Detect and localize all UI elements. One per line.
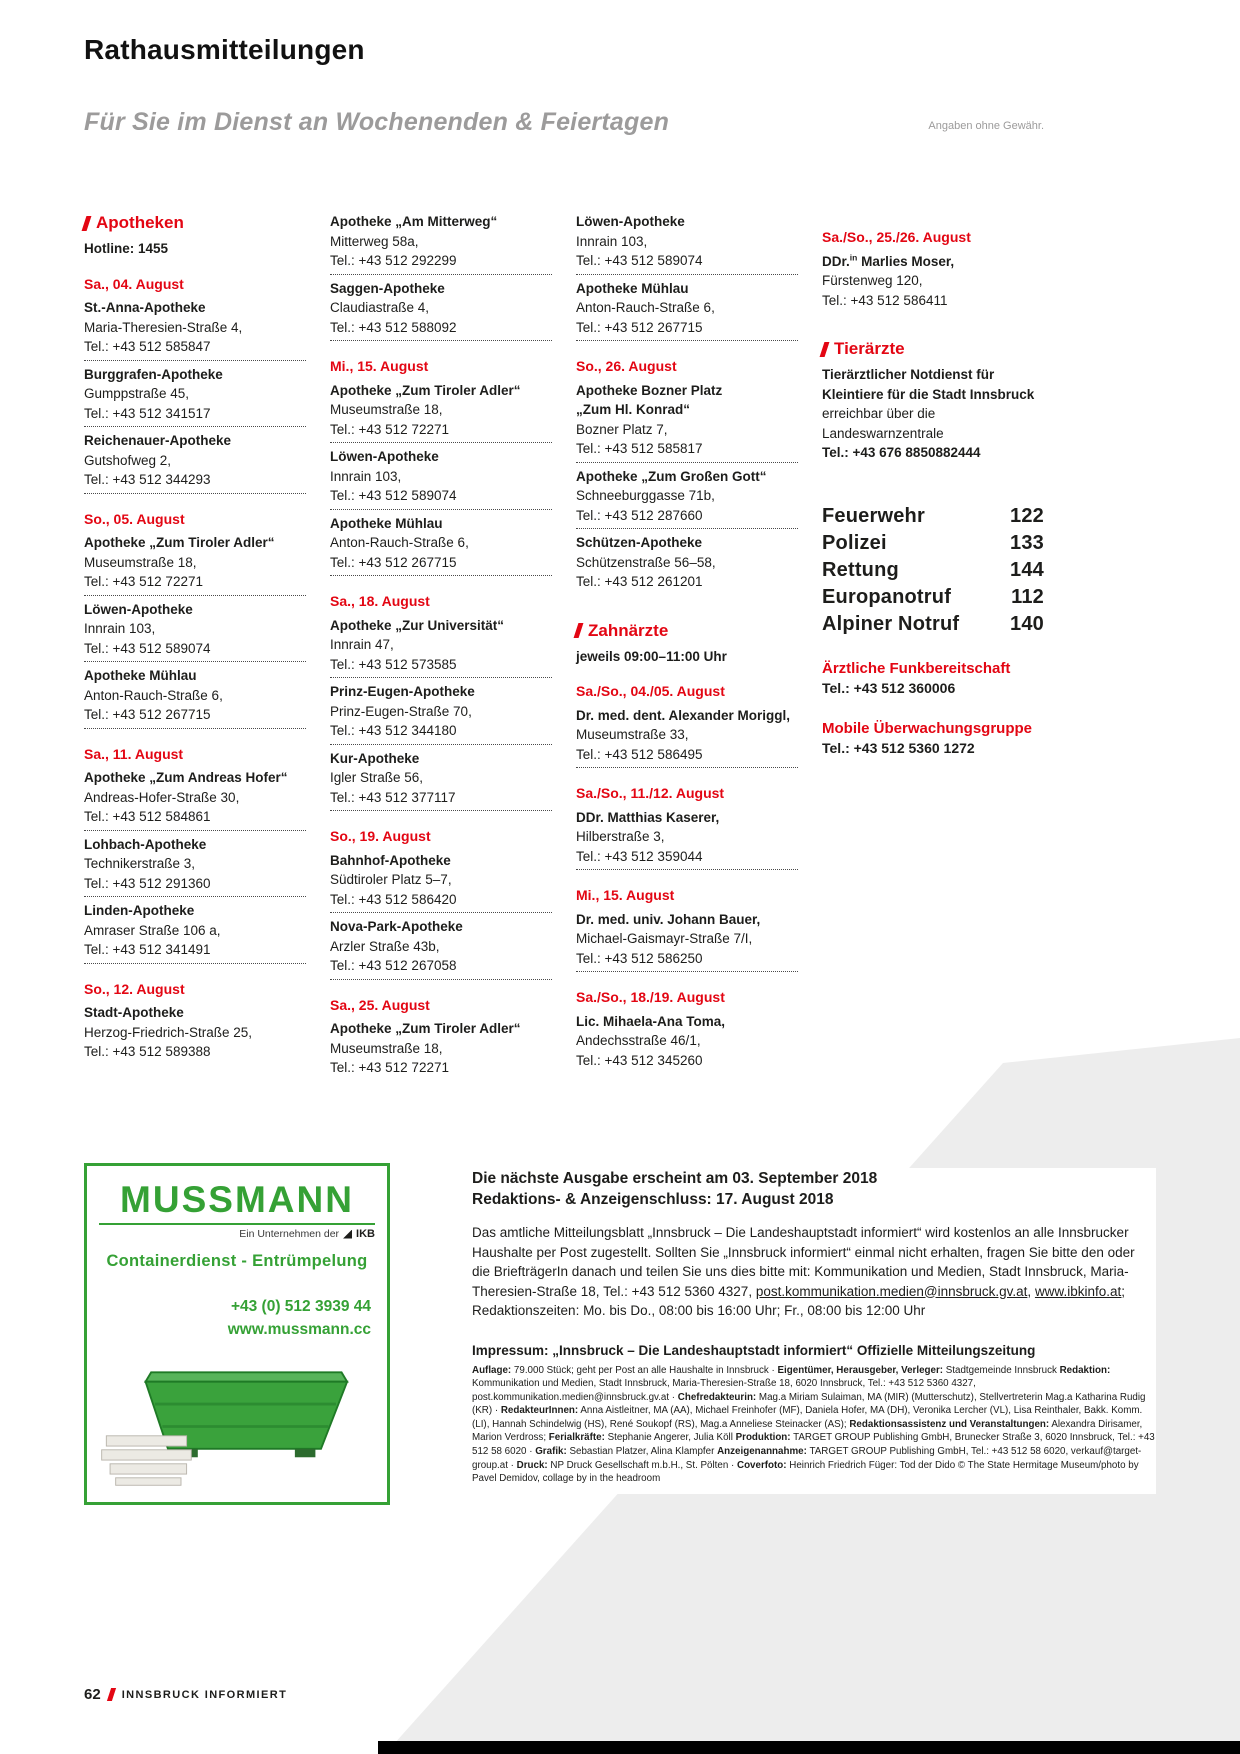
entry-phone: Tel.: +43 512 291360 <box>84 875 211 891</box>
skip-container-photo <box>97 1344 377 1494</box>
entry-name: Löwen-Apotheke <box>84 601 193 617</box>
entry-name: Löwen-Apotheke <box>576 214 685 229</box>
text-segment: Druck: <box>516 1459 548 1471</box>
duty-entry <box>330 917 552 980</box>
duty-entry <box>576 706 798 769</box>
entry-name: St.-Anna-Apotheke <box>84 300 206 315</box>
entry-name: Apotheke Mühlau <box>84 668 197 683</box>
info-paragraph <box>822 365 1044 443</box>
ad-service-line: Containerdienst - Entrümpelung <box>106 1252 368 1270</box>
duty-entry <box>84 666 306 729</box>
text-segment: Tierärztlicher Notdienst für Kleintiere für die Stadt Innsbruck <box>822 367 1035 402</box>
duty-date: Sa., 25. August <box>330 996 430 1013</box>
duty-entry <box>576 533 798 592</box>
entry-phone: Tel.: +43 512 586250 <box>576 950 703 966</box>
emergency-number: 122 <box>1010 504 1044 527</box>
entry-name: Linden-Apotheke <box>84 903 195 918</box>
duty-entry <box>330 616 552 679</box>
duty-date: So., 19. August <box>330 828 431 844</box>
text-segment: Sebastian Platzer, Alina Klampfer <box>566 1446 718 1458</box>
entry-name: Schützen-Apotheke <box>576 535 703 550</box>
entry-name: Reichenauer-Apotheke <box>84 433 232 448</box>
page-title: Rathausmitteilungen <box>84 34 365 65</box>
bold-text-line: Hotline: 1455 <box>84 241 169 256</box>
entry-address: Südtiroler Platz 5–7, <box>330 872 452 887</box>
duty-entry <box>330 1019 552 1078</box>
entry-name: Nova-Park-Apotheke <box>330 919 463 934</box>
entry-name: Apotheke „Zur Universität“ <box>330 617 505 633</box>
text-segment: NP Druck Gesellschaft m.b.H., St. Pölten · <box>547 1459 737 1471</box>
entry-heading <box>576 706 798 745</box>
section-title: Tierärzte <box>834 339 905 358</box>
emergency-row <box>822 530 1044 557</box>
listing-column-1 <box>84 212 306 1078</box>
link-text: post.kommunikation.medien@innsbruck.gv.at <box>755 1283 1028 1299</box>
duty-entry <box>84 298 306 361</box>
text-segment: Das amtliche Mitteilungsblatt „Innsbruck – Die Landeshauptstadt informiert“ wird kostenlos an alle Innsbrucker Haushalte per Post zugestellt. Sollten Sie „Innsbruck informiert“ einmal nicht erhalten, fragen Sie bitte den oder die BriefträgerIn danach und teilen Sie uns dies bitte mit: Kommunikation und Medien, Stadt Innsbruck, Maria-Theresien-Straße 18, Tel.: +43 512 5360 4327, <box>472 1225 1135 1299</box>
entry-address: Gutshofweg 2, <box>84 452 172 468</box>
section-header <box>822 340 1044 358</box>
entry-phone: Tel.: +43 512 584861 <box>84 809 211 824</box>
entry-phone: Tel.: +43 512 589074 <box>84 640 211 656</box>
listing-column-3 <box>576 212 798 1078</box>
duty-date: Sa./So., 18./19. August <box>576 989 725 1005</box>
entry-phone: Tel.: +43 512 341517 <box>84 405 211 421</box>
entry-address: Hilberstraße 3, <box>576 829 665 844</box>
emergency-service: Europanotruf <box>822 585 952 608</box>
superscript: in <box>849 252 858 262</box>
entry-phone: Tel.: +43 512 586420 <box>330 891 457 907</box>
text-segment: Grafik: <box>535 1446 567 1458</box>
entry-name: Saggen-Apotheke <box>330 280 445 296</box>
section-title: Zahnärzte <box>588 620 669 640</box>
entry-phone: Tel.: +43 512 72271 <box>330 421 449 437</box>
duty-entry <box>84 835 306 898</box>
duty-entry <box>576 467 798 530</box>
entry-address: Museumstraße 18, <box>84 554 197 570</box>
emergency-row <box>822 503 1044 530</box>
entry-phone: Tel.: +43 512 377117 <box>330 789 456 805</box>
text-segment: Redaktion: <box>1059 1364 1111 1376</box>
entry-phone: Tel.: +43 512 292299 <box>330 253 457 268</box>
duty-entry <box>576 910 798 973</box>
bold-text-line: Tel.: +43 512 360006 <box>822 679 956 696</box>
next-issue-paragraph <box>472 1223 1156 1321</box>
entry-address: Prinz-Eugen-Straße 70, <box>330 703 472 719</box>
duty-entry <box>84 901 306 964</box>
emergency-numbers <box>822 503 1044 638</box>
text-segment: 79.000 Stück; geht per Post an alle Haushalte in Innsbruck · <box>511 1364 778 1376</box>
entry-phone: Tel.: +43 512 72271 <box>330 1060 449 1075</box>
duty-entry <box>84 600 306 663</box>
duty-entry <box>84 365 306 428</box>
contact-heading: Ärztliche Funkbereitschaft <box>822 659 1011 677</box>
entry-phone: Tel.: +43 512 585847 <box>84 339 211 354</box>
emergency-service: Polizei <box>822 531 887 554</box>
text-segment: Anzeigenannahme: <box>717 1446 807 1458</box>
entry-phone: Tel.: +43 512 589074 <box>330 488 457 503</box>
link-text: www.ibkinfo.at; <box>1034 1283 1125 1299</box>
text-segment: Alexandra Dirisamer, Marion Verdross; <box>472 1418 1143 1444</box>
entry-phone: Tel.: +43 512 345260 <box>576 1052 703 1068</box>
entry-address: Innrain 103, <box>576 233 648 249</box>
entry-phone: Tel.: +43 512 267715 <box>576 319 703 335</box>
ikb-logo-icon <box>343 1230 352 1239</box>
duty-entry <box>576 279 798 342</box>
entry-phone: Tel.: +43 512 344293 <box>84 472 211 487</box>
entry-address: Technikerstraße 3, <box>84 856 196 871</box>
bold-text-line: Tel.: +43 676 8850882444 <box>822 445 981 460</box>
entry-name: Lohbach-Apotheke <box>84 836 207 852</box>
entry-phone: Tel.: +43 512 589074 <box>576 253 703 268</box>
duty-date: Sa./So., 25./26. August <box>822 229 971 245</box>
section-header <box>576 622 798 640</box>
entry-name: Burggrafen-Apotheke <box>84 366 223 382</box>
text-segment: erreichbar über die Landeswarnzentrale <box>822 406 944 441</box>
entry-name: Lic. Mihaela-Ana Toma, <box>576 1013 726 1029</box>
entry-address: Anton-Rauch-Straße 6, <box>576 300 715 315</box>
duty-date: Sa./So., 11./12. August <box>576 785 725 801</box>
duty-entry <box>822 252 1044 311</box>
text-segment: Ferialkräfte: <box>548 1432 605 1444</box>
text-segment: Heinrich Friedrich Füger: Tod der Dido © The State Hermitage Museum/photo by Pavel Demidov, collage by in the headroom <box>472 1459 1139 1485</box>
duty-entry <box>330 851 552 914</box>
text-segment: Redaktionszeiten: Mo. bis Do., 08:00 bis 16:00 Uhr; Fr., 08:00 bis 12:00 Uhr <box>472 1303 926 1318</box>
entry-name: DDr. Matthias Kaserer, <box>576 809 720 825</box>
duty-date: So., 05. August <box>84 510 185 527</box>
text-segment: Mag.a Miriam Sulaiman, MA (MIR) (Mutterschutz), Stellvertreterin Mag.a Katharina Rudig (KR) · <box>472 1391 1146 1417</box>
ad-subline <box>99 1228 375 1240</box>
contact-heading: Mobile Überwachungsgruppe <box>822 720 1033 737</box>
duty-listings <box>84 212 1046 1078</box>
entry-phone: Tel.: +43 512 72271 <box>84 574 203 589</box>
duty-date: Mi., 15. August <box>330 358 429 374</box>
entry-address: Amraser Straße 106 a, <box>84 922 221 938</box>
entry-phone: Tel.: +43 512 586495 <box>576 746 703 762</box>
duty-entry <box>84 768 306 831</box>
text-segment: Coverfoto: <box>737 1459 787 1471</box>
page-footer <box>84 1686 287 1703</box>
duty-entry <box>330 682 552 745</box>
entry-phone: Tel.: +43 512 287660 <box>576 507 703 523</box>
listing-column-4 <box>822 212 1044 1078</box>
duty-entry <box>576 1012 798 1071</box>
text-segment: Stephanie Angerer, Julia Köll <box>604 1432 736 1444</box>
entry-name <box>822 252 1044 272</box>
publisher-info <box>472 1168 1156 1494</box>
entry-address: Innrain 103, <box>330 468 402 484</box>
entry-address: Andreas-Hofer-Straße 30, <box>84 789 240 805</box>
entry-phone: Tel.: +43 512 585817 <box>576 441 703 456</box>
text-segment: TARGET GROUP Publishing GmbH, Brunecker Straße 3, 6020 Innsbruck, Tel.: +43 512 58 6020 · <box>472 1432 1155 1458</box>
entry-address: Innrain 47, <box>330 637 394 652</box>
section-subtitle: Für Sie im Dienst an Wochenenden & Feiertagen <box>84 108 670 136</box>
duty-entry <box>576 381 798 463</box>
entry-phone: Tel.: +43 512 344180 <box>330 723 457 738</box>
text-segment: Stadtgemeinde Innsbruck <box>943 1364 1060 1376</box>
entry-address: Bozner Platz 7, <box>576 421 668 437</box>
entry-address: Gumppstraße 45, <box>84 386 190 401</box>
emergency-row <box>822 557 1044 584</box>
page-number: 62 <box>84 1686 101 1703</box>
duty-date: Sa./So., 04./05. August <box>576 683 725 699</box>
entry-phone: Tel.: +43 512 267058 <box>330 958 457 973</box>
listing-column-2 <box>330 212 552 1078</box>
text-segment: Chefredakteurin: <box>677 1391 757 1403</box>
duty-entry <box>330 279 552 342</box>
text-segment: TARGET GROUP Publishing GmbH, Tel.: +43 512 58 6020, verkauf@target-group.at · <box>472 1446 1142 1471</box>
entry-name: Löwen-Apotheke <box>330 449 439 464</box>
text-segment: Redaktionsassistenz und Veranstaltungen: <box>849 1418 1050 1430</box>
duty-date: Sa., 11. August <box>84 745 184 762</box>
entry-name: Apotheke Bozner Platz <box>576 382 723 398</box>
entry-address: Museumstraße 33, <box>576 727 689 742</box>
magazine-brand: INNSBRUCK INFORMIERT <box>121 1688 288 1701</box>
disclaimer-note: Angaben ohne Gewähr. <box>928 120 1044 132</box>
entry-address: Anton-Rauch-Straße 6, <box>330 535 469 550</box>
emergency-service: Alpiner Notruf <box>822 612 960 635</box>
emergency-number: 140 <box>1010 612 1044 635</box>
mussmann-logo: MUSSMANN <box>99 1180 375 1225</box>
entry-name: Apotheke Mühlau <box>576 280 689 296</box>
text-segment: Eigentümer, Herausgeber, Verleger: <box>777 1364 944 1376</box>
emergency-service: Feuerwehr <box>822 504 925 527</box>
entry-name: Apotheke „Zum Tiroler Adler“ <box>84 535 275 550</box>
duty-entry <box>84 431 306 494</box>
entry-name: Apotheke Mühlau <box>330 515 443 531</box>
duty-entry <box>330 447 552 510</box>
duty-date: Sa., 18. August <box>330 593 430 609</box>
entry-address: Schützenstraße 56–58, <box>576 554 716 570</box>
text-segment: Auflage: <box>472 1364 512 1376</box>
emergency-row <box>822 611 1044 638</box>
entry-name: Apotheke „Zum Andreas Hofer“ <box>84 770 288 785</box>
entry-name: Prinz-Eugen-Apotheke <box>330 684 475 699</box>
emergency-service: Rettung <box>822 558 899 581</box>
ad-phone: +43 (0) 512 3939 44 <box>230 1298 371 1315</box>
entry-name: Stadt-Apotheke <box>84 1005 184 1020</box>
entry-name: Dr. med. dent. Alexander Moriggl, <box>576 707 791 723</box>
entry-phone: Tel.: +43 512 359044 <box>576 848 703 864</box>
entry-phone: Tel.: +43 512 588092 <box>330 319 457 335</box>
ikb-brand: IKB <box>356 1228 375 1240</box>
entry-address: Mitterweg 58a, <box>330 233 419 249</box>
entry-name: Kur-Apotheke <box>330 750 420 766</box>
red-slash-icon <box>82 216 92 231</box>
entry-address: Herzog-Friedrich-Straße 25, <box>84 1024 253 1040</box>
emergency-number: 144 <box>1010 558 1044 581</box>
text-segment: Produktion: <box>735 1432 791 1444</box>
next-issue-date: Die nächste Ausgabe erscheint am 03. September 2018 <box>472 1170 878 1187</box>
duty-entry <box>576 808 798 871</box>
ad-contact <box>99 1295 375 1341</box>
duty-date: So., 12. August <box>84 980 185 997</box>
entry-address: Claudiastraße 4, <box>330 300 430 315</box>
text-segment: Marlies Moser, <box>857 253 955 269</box>
entry-phone: Tel.: +43 512 261201 <box>576 574 703 589</box>
entry-address: Fürstenweg 120, <box>822 273 923 288</box>
bottom-black-bar <box>378 1741 1240 1754</box>
entry-name: Dr. med. univ. Johann Bauer, <box>576 911 761 927</box>
emergency-number: 133 <box>1010 531 1044 554</box>
duty-date: Mi., 15. August <box>576 887 675 903</box>
red-slash-icon <box>574 623 584 638</box>
entry-name: Apotheke „Zum Großen Gott“ <box>576 468 767 484</box>
entry-address: Arzler Straße 43b, <box>330 938 440 954</box>
entry-address: Museumstraße 18, <box>330 402 443 417</box>
entry-name: Apotheke „Zum Tiroler Adler“ <box>330 1021 521 1036</box>
duty-entry <box>84 1003 306 1062</box>
ad-tagline: Ein Unternehmen der <box>239 1228 340 1240</box>
duty-entry <box>576 212 798 275</box>
impressum-heading: Impressum: „Innsbruck – Die Landeshauptstadt informiert“ Offizielle Mitteilungszeitung <box>472 1342 1036 1358</box>
bold-text-line: Tel.: +43 512 5360 1272 <box>822 740 975 756</box>
duty-entry <box>84 533 306 596</box>
section-header <box>84 214 306 232</box>
duty-entry <box>330 749 552 812</box>
text-segment: Anna Aistleitner, MA (AA), Michael Freinhofer (MF), Daniela Hofer, MA (DH), Veronika Lercher (VL), Lisa Reinthaler, Bakk. Komm. (LI), Hannah Schindelwig (HS), René Soukopf (RS), Mag.a Anneliese Steinacker (AS); <box>472 1405 1143 1430</box>
duty-date: So., 26. August <box>576 358 677 374</box>
duty-entry <box>330 381 552 444</box>
entry-name: Apotheke „Am Mitterweg“ <box>330 214 498 229</box>
entry-phone: Tel.: +43 512 267715 <box>84 707 211 722</box>
entry-address: Michael-Gaismayr-Straße 7/I, <box>576 931 753 946</box>
section-title: Apotheken <box>96 213 184 232</box>
mussmann-ad <box>84 1163 390 1505</box>
entry-phone: Tel.: +43 512 586411 <box>822 292 948 308</box>
deadline-line: Redaktions- & Anzeigenschluss: 17. August 2018 <box>472 1191 834 1208</box>
duty-entry <box>330 514 552 577</box>
entry-address: Museumstraße 18, <box>330 1040 443 1056</box>
entry-address: Maria-Theresien-Straße 4, <box>84 319 243 335</box>
emergency-row <box>822 584 1044 611</box>
impressum-body <box>472 1364 1156 1486</box>
entry-name-line2: „Zum Hl. Konrad“ <box>576 402 690 417</box>
text-segment: DDr. <box>822 253 850 269</box>
entry-phone: Tel.: +43 512 341491 <box>84 942 211 957</box>
entry-name: Bahnhof-Apotheke <box>330 852 451 868</box>
text-segment: , <box>1027 1283 1035 1299</box>
text-segment: Kommunikation und Medien, Stadt Innsbruck, Maria-Theresien-Straße 18, 6020 Innsbruck, Tel.: +43 512 5360 4327, post.kommunikation.medien@innsbruck.gv.at · <box>472 1378 976 1403</box>
entry-address: Andechsstraße 46/1, <box>576 1033 701 1048</box>
emergency-number: 112 <box>1011 585 1044 608</box>
entry-name: Apotheke „Zum Tiroler Adler“ <box>330 382 521 398</box>
red-slash-icon <box>107 1688 116 1701</box>
entry-phone: Tel.: +43 512 573585 <box>330 656 457 672</box>
entry-phone: Tel.: +43 512 589388 <box>84 1044 211 1059</box>
red-slash-icon <box>820 342 830 357</box>
text-segment: RedakteurInnen: <box>500 1405 579 1417</box>
ad-website: www.mussmann.cc <box>227 1321 371 1338</box>
entry-address: Igler Straße 56, <box>330 770 424 785</box>
entry-phone: Tel.: +43 512 267715 <box>330 554 457 570</box>
duty-entry <box>330 212 552 275</box>
duty-date: Sa., 04. August <box>84 275 184 292</box>
entry-address: Anton-Rauch-Straße 6, <box>84 687 223 703</box>
entry-address: Innrain 103, <box>84 621 156 636</box>
bold-text-line: jeweils 09:00–11:00 Uhr <box>576 648 727 664</box>
subtitle-row <box>84 108 1044 137</box>
entry-address: Schneeburggasse 71b, <box>576 488 715 503</box>
